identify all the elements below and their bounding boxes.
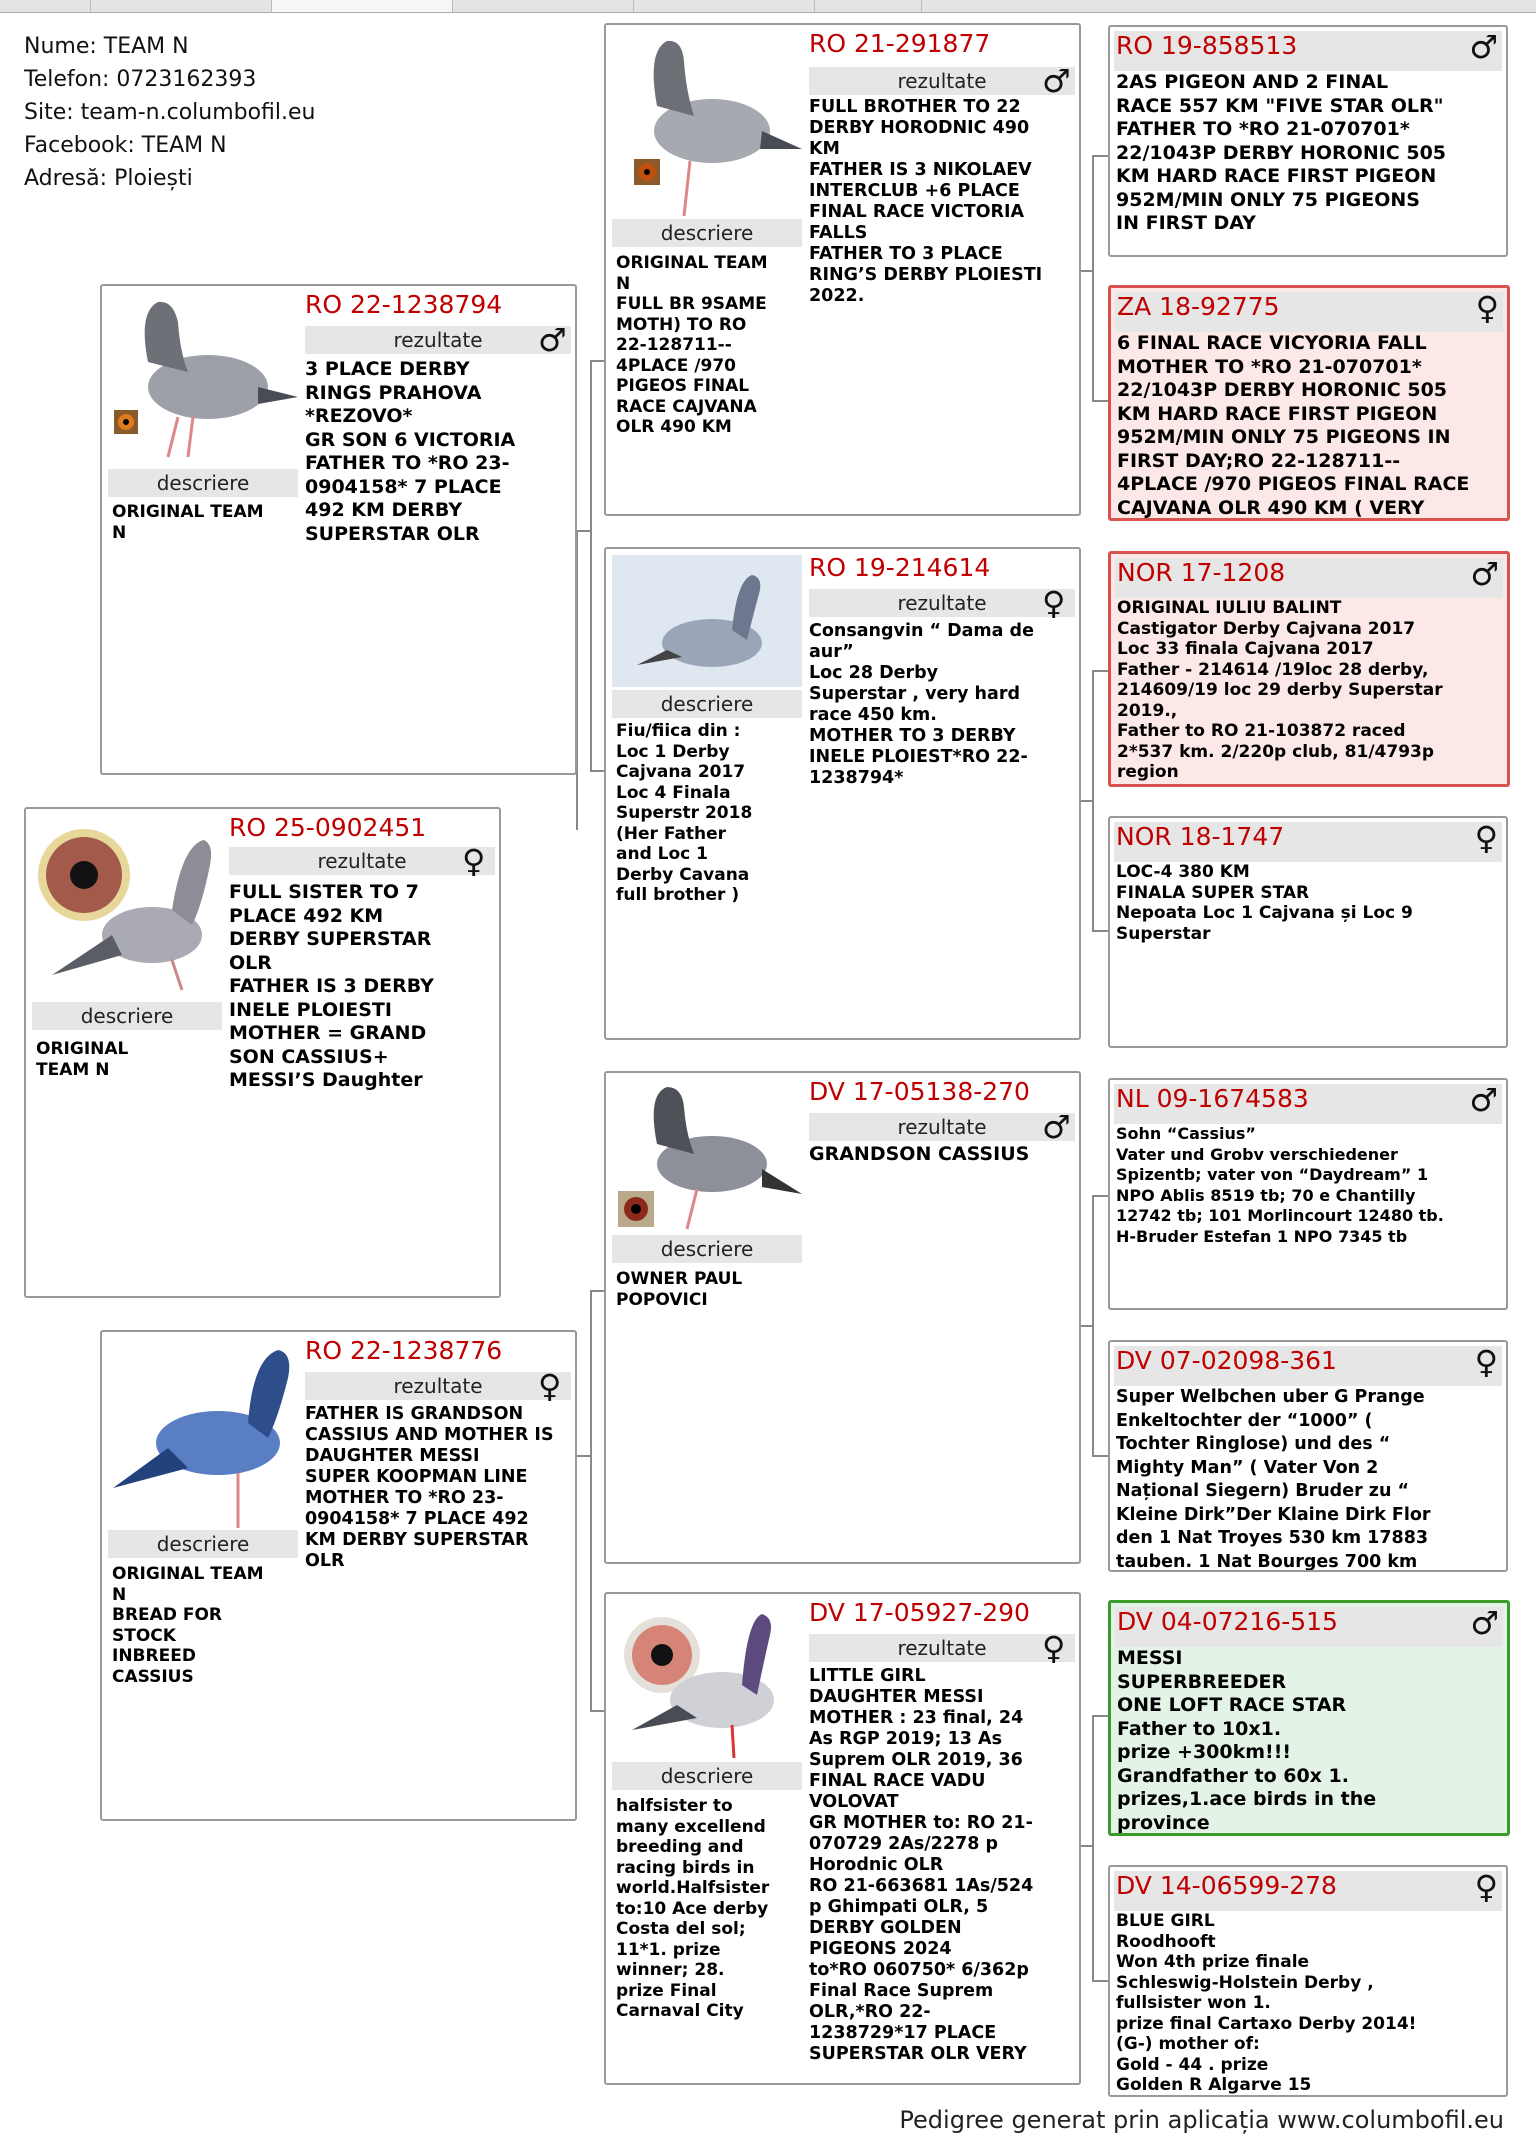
ancestor-notes: MESSI SUPERBREEDER ONE LOFT RACE STAR Father to 10x1. prize +300km!!! Grandfather to 60x 1. prizes,1.ace birds in the province xyxy=(1117,1647,1377,1834)
tab[interactable] xyxy=(91,0,272,12)
pigeon-results: 3 PLACE DERBY RINGS PRAHOVA *REZOVO* GR SON 6 VICTORIA FATHER TO *RO 23- 0904158* 7 PLACE 492 KM DERBY SUPERSTAR OLR xyxy=(305,358,516,545)
male-icon: ♂ xyxy=(1470,1604,1499,1642)
ancestor-card-highlighted[interactable] xyxy=(1108,285,1510,521)
ring-number[interactable]: DV 07-02098-361 xyxy=(1116,1346,1337,1375)
pigeon-results: GRANDSON CASSIUS xyxy=(809,1143,1030,1165)
pigeon-photo[interactable] xyxy=(612,31,802,221)
ring-number[interactable]: RO 21-291877 xyxy=(809,29,991,58)
connector xyxy=(1092,1455,1108,1457)
pigeon-description: Fiu/fiica din : Loc 1 Derby Cajvana 2017 Loc 4 Finala Superstr 2018 (Her Father and Loc 1 Derby Cavana full brother ) xyxy=(616,721,753,905)
female-icon: ♀ xyxy=(462,842,486,880)
pigeon-card-maternal-grandfather[interactable] xyxy=(604,1071,1081,1564)
ancestor-notes: LOC-4 380 KM FINALA SUPER STAR Nepoata Loc 1 Cajvana și Loc 9 Superstar xyxy=(1116,862,1413,944)
ring-number[interactable]: DV 17-05138-270 xyxy=(809,1077,1030,1106)
pigeon-photo[interactable] xyxy=(612,1079,802,1234)
pigeon-photo[interactable] xyxy=(612,555,802,687)
ring-number[interactable]: NOR 17-1208 xyxy=(1117,558,1286,587)
pigeon-photo[interactable] xyxy=(108,292,298,472)
male-icon: ♂ xyxy=(538,321,567,359)
ring-number[interactable]: RO 25-0902451 xyxy=(229,813,427,842)
description-button[interactable]: descriere xyxy=(612,1762,802,1790)
description-button[interactable]: descriere xyxy=(612,1235,802,1263)
ancestor-notes: BLUE GIRL Roodhooft Won 4th prize finale Schleswig-Holstein Derby , fullsister won 1. prize final Cartaxo Derby 2014! (G-) mother of: Gold - 44 . prize Golden R Algarve 15 xyxy=(1116,1911,1417,2095)
ancestor-card[interactable] xyxy=(1108,816,1508,1048)
pigeon-image xyxy=(108,1338,298,1533)
pigeon-description: halfsister to many excellend breeding and racing birds in world.Halfsister to:10 Ace derby Costa del sol; 11*1. prize winner; 28. prize Final Carnaval City xyxy=(616,1796,770,2021)
description-button[interactable]: descriere xyxy=(612,690,802,718)
pigeon-results: FULL BROTHER TO 22 DERBY HORODNIC 490 KM FATHER IS 3 NIKOLAEV INTERCLUB +6 PLACE FINAL RACE VICTORIA FALLS FATHER TO 3 PLACE RING’S DERBY PLOIESTI 2022. xyxy=(809,97,1043,306)
description-button[interactable]: descriere xyxy=(108,469,298,497)
results-button[interactable]: rezultate xyxy=(305,326,571,354)
ancestor-card[interactable] xyxy=(1108,1340,1508,1572)
ancestor-notes: Super Welbchen uber G Prange Enkeltochter der “1000” ( Tochter Ringlose) und des “ Mighty Man” ( Vater Von 2 Național Siegern) Bruder zu “ Kleine Dirk”Der Klaine Dirk Flor den 1 Nat Troyes 530 km 17883 tauben. 1 Nat Bourges 700 km xyxy=(1116,1387,1431,1572)
pigeon-description: OWNER PAUL POPOVICI xyxy=(616,1269,743,1310)
tab[interactable] xyxy=(634,0,815,12)
ancestor-notes: ORIGINAL IULIU BALINT Castigator Derby Cajvana 2017 Loc 33 finala Cajvana 2017 Father - 214614 /19loc 28 derby, 214609/19 loc 29 derby Superstar 2019., Father to RO 21-103872 raced 2*537 km. 2/220p club, 81/4793p region xyxy=(1117,598,1443,782)
pigeon-image xyxy=(612,555,802,687)
ring-number[interactable]: RO 22-1238776 xyxy=(305,1336,503,1365)
female-icon: ♀ xyxy=(1042,1629,1066,1667)
owner-site: Site: team-n.columbofil.eu xyxy=(24,100,316,125)
connector xyxy=(1092,1715,1108,1717)
pigeon-card-father[interactable] xyxy=(100,284,577,775)
pigeon-with-eye-image xyxy=(32,815,222,1005)
connector xyxy=(1092,400,1108,402)
connector xyxy=(1092,155,1094,400)
female-icon: ♀ xyxy=(1475,289,1499,327)
owner-name: Nume: TEAM N xyxy=(24,34,189,59)
description-button[interactable]: descriere xyxy=(612,219,802,247)
description-button[interactable]: descriere xyxy=(108,1530,298,1558)
connector xyxy=(1080,1325,1094,1327)
connector xyxy=(1092,155,1108,157)
ancestor-notes: Sohn “Cassius” Vater und Grobv verschiedener Spizentb; vater von “Daydream” 1 NPO Ablis 8519 tb; 70 e Chantilly 12742 tb; 101 Morlincourt 12480 tb. H-Bruder Estefan 1 NPO 7345 tb xyxy=(1116,1124,1444,1246)
pigeon-photo[interactable] xyxy=(612,1600,802,1765)
male-icon: ♂ xyxy=(1469,28,1498,66)
pigeon-description: ORIGINAL TEAM N BREAD FOR STOCK INBREED CASSIUS xyxy=(112,1564,264,1687)
male-icon: ♂ xyxy=(1470,555,1499,593)
male-icon: ♂ xyxy=(1042,62,1071,100)
pigeon-with-eye-image xyxy=(612,1600,802,1765)
browser-tab-strip xyxy=(0,0,1536,13)
pigeon-card-maternal-grandmother[interactable] xyxy=(604,1592,1081,2085)
connector xyxy=(1092,1715,1094,1980)
ancestor-card-highlighted[interactable] xyxy=(1108,1600,1510,1836)
ancestor-card[interactable] xyxy=(1108,1078,1508,1310)
connector xyxy=(1080,270,1094,272)
pigeon-card-subject[interactable] xyxy=(24,807,501,1298)
connector xyxy=(590,1290,592,1710)
tab[interactable] xyxy=(0,0,91,12)
ring-number[interactable]: NOR 18-1747 xyxy=(1116,822,1285,851)
results-button[interactable]: rezultate xyxy=(809,589,1075,617)
female-icon: ♀ xyxy=(1474,1343,1498,1381)
connector xyxy=(1092,670,1108,672)
ring-number[interactable]: RO 19-214614 xyxy=(809,553,991,582)
male-icon: ♂ xyxy=(1469,1081,1498,1119)
pigeon-photo[interactable] xyxy=(108,1338,298,1533)
pigeon-image xyxy=(612,1079,802,1234)
tab[interactable] xyxy=(453,0,634,12)
ancestor-card-highlighted[interactable] xyxy=(1108,551,1510,787)
male-icon: ♂ xyxy=(1042,1108,1071,1146)
pigeon-results: FATHER IS GRANDSON CASSIUS AND MOTHER IS DAUGHTER MESSI SUPER KOOPMAN LINE MOTHER TO *RO 23- 0904158* 7 PLACE 492 KM DERBY SUPERSTAR OLR xyxy=(305,1404,554,1571)
description-button[interactable]: descriere xyxy=(32,1002,222,1030)
connector xyxy=(576,1455,592,1457)
ring-number[interactable]: RO 19-858513 xyxy=(1116,31,1298,60)
female-icon: ♀ xyxy=(1042,584,1066,622)
ancestor-notes: 2AS PIGEON AND 2 FINAL RACE 557 KM "FIVE STAR OLR" FATHER TO *RO 21-070701* 22/1043P DERBY HORONIC 505 KM HARD RACE FIRST PIGEON 952M/MIN ONLY 75 PIGEONS IN FIRST DAY xyxy=(1116,71,1447,234)
tab-active[interactable] xyxy=(272,0,453,12)
ring-number[interactable]: DV 14-06599-278 xyxy=(1116,1871,1337,1900)
pigeon-results: FULL SISTER TO 7 PLACE 492 KM DERBY SUPERSTAR OLR FATHER IS 3 DERBY INELE PLOIESTI MOTHER = GRAND SON CASSIUS+ MESSI’S Daughter xyxy=(229,881,434,1091)
pigeon-description: ORIGINAL TEAM N FULL BR 9SAME MOTH) TO RO 22-128711-- 4PLACE /970 PIGEOS FINAL RACE CAJVANA OLR 490 KM xyxy=(616,253,768,437)
results-button[interactable]: rezultate xyxy=(229,847,495,875)
pigeon-image xyxy=(612,31,802,221)
pigeon-description: ORIGINAL TEAM N xyxy=(36,1039,129,1080)
ring-number[interactable]: RO 22-1238794 xyxy=(305,290,503,319)
pigeon-results: LITTLE GIRL DAUGHTER MESSI MOTHER : 23 final, 24 As RGP 2019; 13 As Suprem OLR 2019, 36 FINAL RACE VADU VOLOVAT GR MOTHER to: RO 21- 070729 2As/2278 p Horodnic OLR RO 21-663681 1As/524 p Ghimpati OLR, 5 DERBY GOLDEN PIGEONS 2024 to*RO 060750* 6/362p Final Race Suprem OLR,*RO 22- 1238729*17 PLACE SUPERSTAR OLR VERY xyxy=(809,1666,1034,2064)
female-icon: ♀ xyxy=(538,1367,562,1405)
results-button[interactable]: rezultate xyxy=(809,1634,1075,1662)
connector xyxy=(1080,1845,1094,1847)
pigeon-photo[interactable] xyxy=(32,815,222,1005)
connector xyxy=(576,530,592,532)
pigeon-image xyxy=(108,292,298,472)
female-icon: ♀ xyxy=(1474,1868,1498,1906)
pigeon-results: Consangvin “ Dama de aur” Loc 28 Derby Superstar , very hard race 450 km. MOTHER TO 3 DERBY INELE PLOIEST*RO 22- 1238794* xyxy=(809,621,1034,788)
pigeon-card-paternal-grandmother[interactable] xyxy=(604,547,1081,1040)
pigeon-card-mother[interactable] xyxy=(100,1330,577,1821)
owner-facebook: Facebook: TEAM N xyxy=(24,133,227,158)
ancestor-card[interactable] xyxy=(1108,25,1508,257)
pigeon-description: ORIGINAL TEAM N xyxy=(112,502,264,543)
connector xyxy=(1092,1195,1108,1197)
ring-number[interactable]: NL 09-1674583 xyxy=(1116,1084,1309,1113)
ring-number[interactable]: ZA 18-92775 xyxy=(1117,292,1280,321)
footer-credit: Pedigree generat prin aplicația www.columbofil.eu xyxy=(899,2106,1504,2134)
female-icon: ♀ xyxy=(1474,819,1498,857)
connector xyxy=(1092,930,1108,932)
results-button[interactable]: rezultate xyxy=(809,67,1075,95)
owner-info xyxy=(24,30,316,195)
tab[interactable] xyxy=(815,0,922,12)
connector xyxy=(1080,800,1094,802)
ring-number[interactable]: DV 04-07216-515 xyxy=(1117,1607,1338,1636)
ancestor-notes: 6 FINAL RACE VICYORIA FALL MOTHER TO *RO 21-070701* 22/1043P DERBY HORONIC 505 KM HARD RACE FIRST PIGEON 952M/MIN ONLY 75 PIGEONS IN FIRST DAY;RO 22-128711-- 4PLACE /970 PIGEOS FINAL RACE CAJVANA OLR 490 KM ( VERY xyxy=(1117,332,1470,519)
results-button[interactable]: rezultate xyxy=(809,1113,1075,1141)
connector xyxy=(1092,1980,1108,1982)
ancestor-card[interactable] xyxy=(1108,1865,1508,2097)
ring-number[interactable]: DV 17-05927-290 xyxy=(809,1598,1030,1627)
results-button[interactable]: rezultate xyxy=(305,1372,571,1400)
pigeon-card-paternal-grandfather[interactable] xyxy=(604,23,1081,516)
connector xyxy=(590,360,592,770)
owner-address: Adresă: Ploiești xyxy=(24,166,193,191)
owner-phone: Telefon: 0723162393 xyxy=(24,67,257,92)
